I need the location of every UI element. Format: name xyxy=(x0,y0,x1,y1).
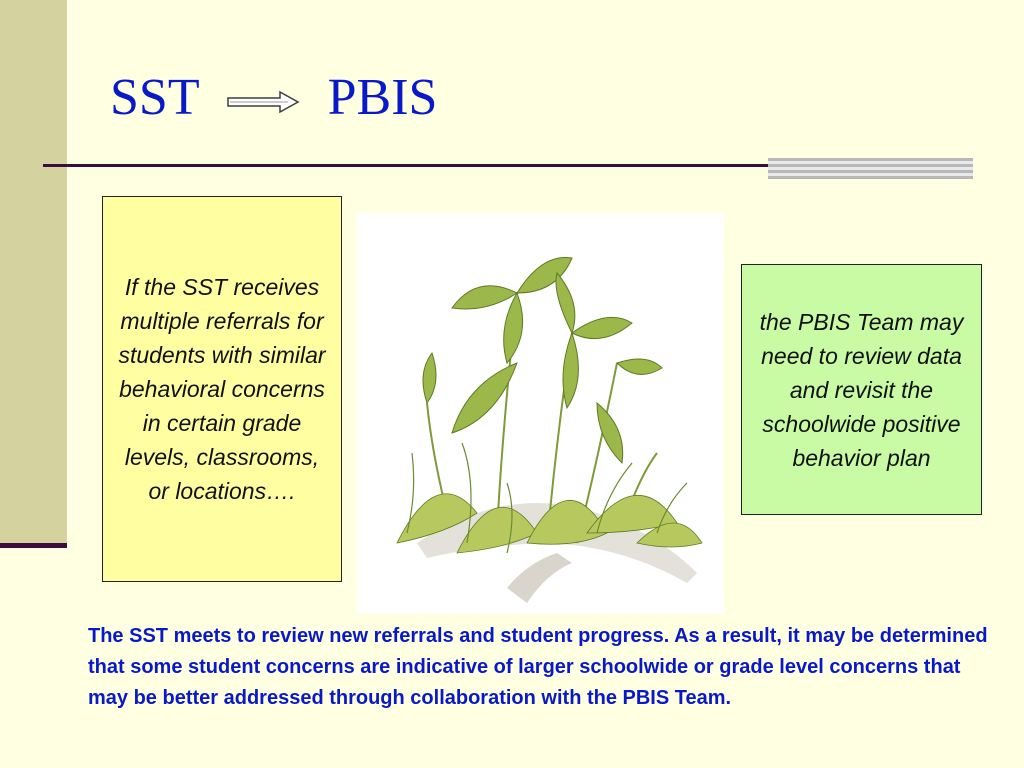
summary-paragraph: The SST meets to review new referrals and student progress. As a result, it may be determined that some student concerns are indicative of larger schoolwide or grade level concerns that may be better addressed through collaboration with the PBIS Team. xyxy=(88,625,988,709)
sst-referrals-text: If the SST receives multiple referrals for students with similar behavioral concerns in certain grade levels, classrooms, or locations…. xyxy=(118,274,326,504)
plant-illustration xyxy=(357,213,724,614)
left-sidebar-divider xyxy=(0,543,67,548)
title-pbis: PBIS xyxy=(327,68,438,126)
sst-referrals-box xyxy=(102,196,342,582)
right-arrow-icon xyxy=(226,68,300,127)
pbis-team-text: the PBIS Team may need to review data and revisit the schoolwide positive behavior plan xyxy=(759,308,964,471)
slide-title xyxy=(110,62,437,132)
pbis-team-box xyxy=(741,264,982,515)
title-sst: SST xyxy=(110,68,200,126)
title-divider-accent xyxy=(768,158,973,179)
left-sidebar-stripe xyxy=(0,0,67,545)
